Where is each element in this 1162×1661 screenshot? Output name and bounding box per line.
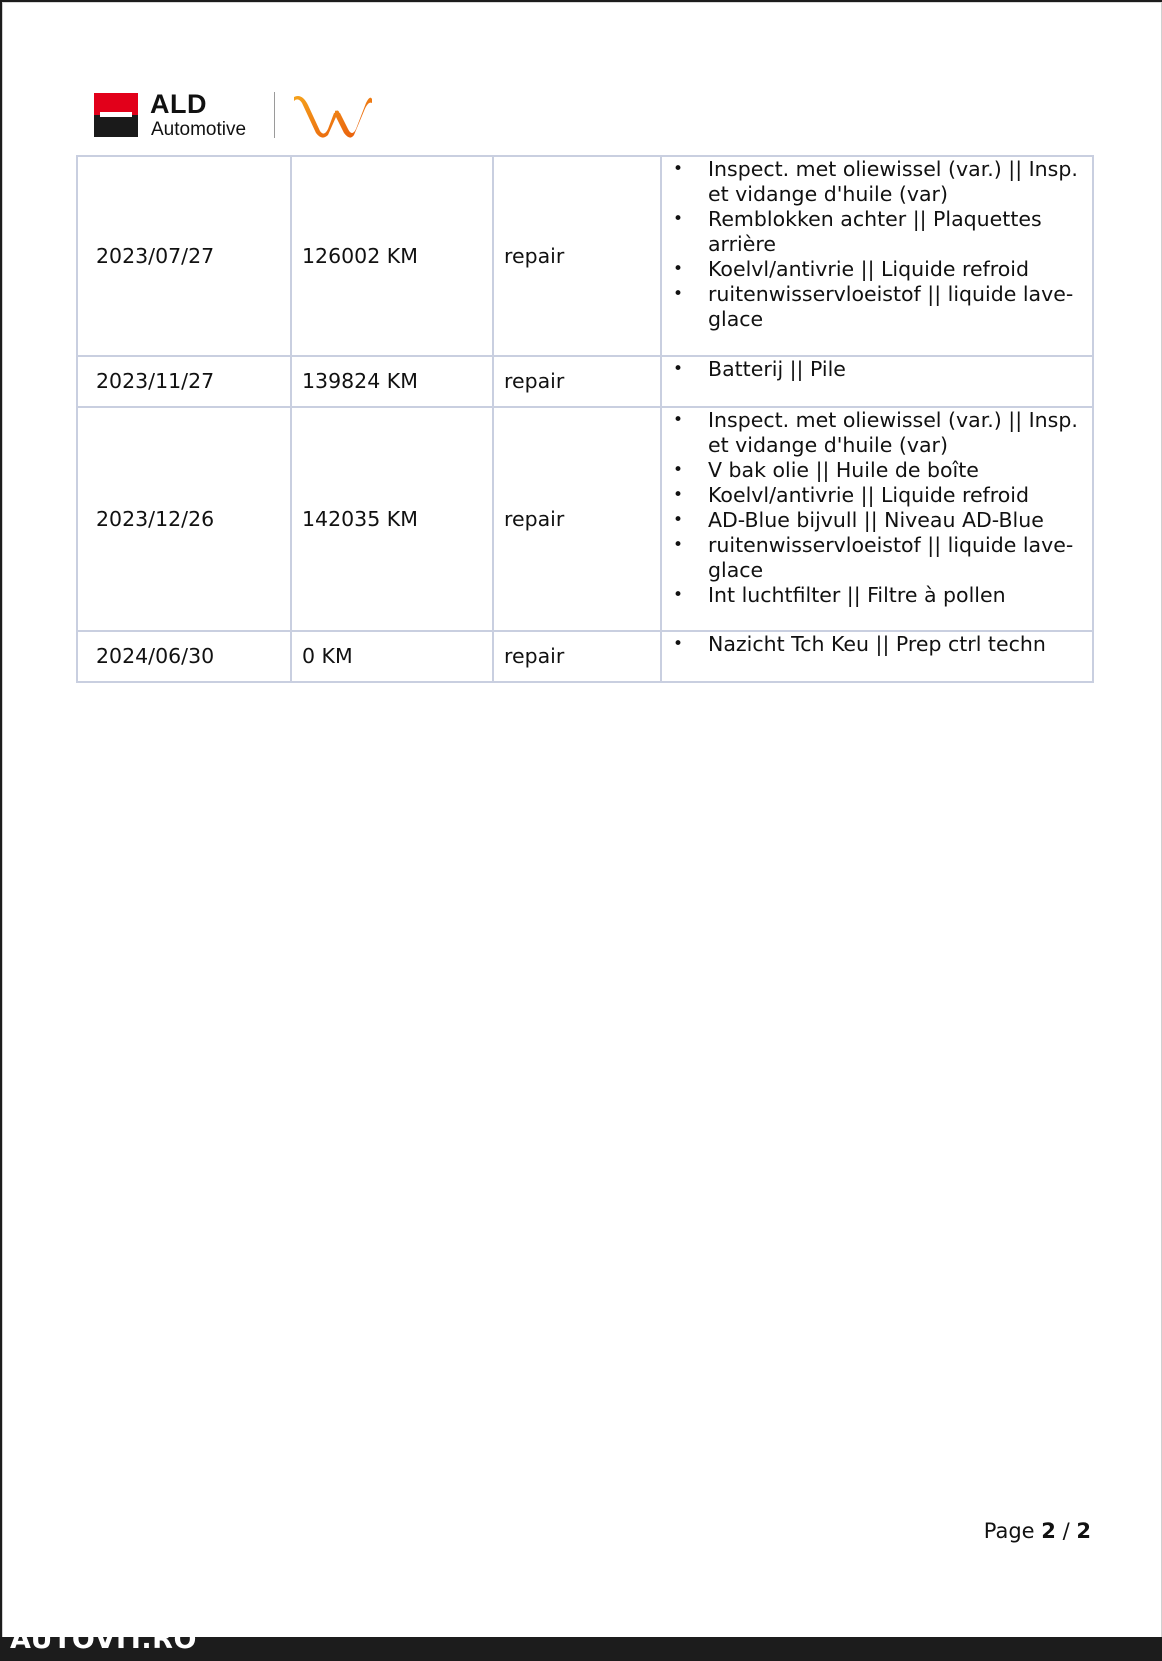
table-row (77, 631, 1093, 682)
list-item: • Int luchtfilter || Filtre à pollen (662, 583, 1080, 608)
date-cell: 2023/12/26 (77, 407, 291, 631)
table-row (77, 156, 1093, 356)
list-item: • Koelvl/antivrie || Liquide refroid (662, 483, 1080, 508)
services-cell (661, 356, 1093, 407)
list-item: • Inspect. met oliewissel (var.) || Insp. et vidange d'huile (var) (662, 157, 1080, 207)
services-cell (661, 407, 1093, 631)
table-row (77, 356, 1093, 407)
date-cell: 2023/07/27 (77, 156, 291, 356)
service-list (662, 632, 1092, 657)
list-item: • Nazicht Tch Keu || Prep ctrl techn (662, 632, 1080, 657)
mileage-cell: 142035 KM (291, 407, 493, 631)
watermark: AUTOVIT.RO (10, 1624, 197, 1655)
leaseplan-logo (292, 91, 374, 139)
type-cell: repair (493, 156, 661, 356)
services-cell (661, 631, 1093, 682)
service-list (662, 408, 1092, 608)
document-page (2, 2, 1162, 1637)
type-cell: repair (493, 356, 661, 407)
service-list (662, 157, 1092, 332)
list-item: • AD-Blue bijvull || Niveau AD-Blue (662, 508, 1080, 533)
list-item: • ruitenwisservloeistof || liquide lave-glace (662, 533, 1080, 583)
type-cell: repair (493, 407, 661, 631)
page-indicator: Page 2 / 2 (983, 1519, 1091, 1543)
mileage-cell: 0 KM (291, 631, 493, 682)
services-cell (661, 156, 1093, 356)
svg-text:LeasePlan: LeasePlan (312, 106, 350, 115)
ald-logo-title: ALD (150, 89, 207, 119)
list-item: • ruitenwisservloeistof || liquide lave-glace (662, 282, 1080, 332)
ald-logo-subtitle: Automotive (151, 119, 247, 140)
list-item: • Batterij || Pile (662, 357, 1080, 382)
list-item: • V bak olie || Huile de boîte (662, 458, 1080, 483)
list-item: • Remblokken achter || Plaquettes arrière (662, 207, 1080, 257)
mileage-cell: 126002 KM (291, 156, 493, 356)
ald-logo-mark (94, 93, 138, 137)
date-cell: 2024/06/30 (77, 631, 291, 682)
list-item: • Inspect. met oliewissel (var.) || Insp. et vidange d'huile (var) (662, 408, 1080, 458)
logo-divider (274, 92, 275, 138)
list-item: • Koelvl/antivrie || Liquide refroid (662, 257, 1080, 282)
header-logos (94, 89, 394, 139)
table-row (77, 407, 1093, 631)
type-cell: repair (493, 631, 661, 682)
service-list (662, 357, 1092, 382)
date-cell: 2023/11/27 (77, 356, 291, 407)
service-history-table (76, 155, 1094, 683)
mileage-cell: 139824 KM (291, 356, 493, 407)
